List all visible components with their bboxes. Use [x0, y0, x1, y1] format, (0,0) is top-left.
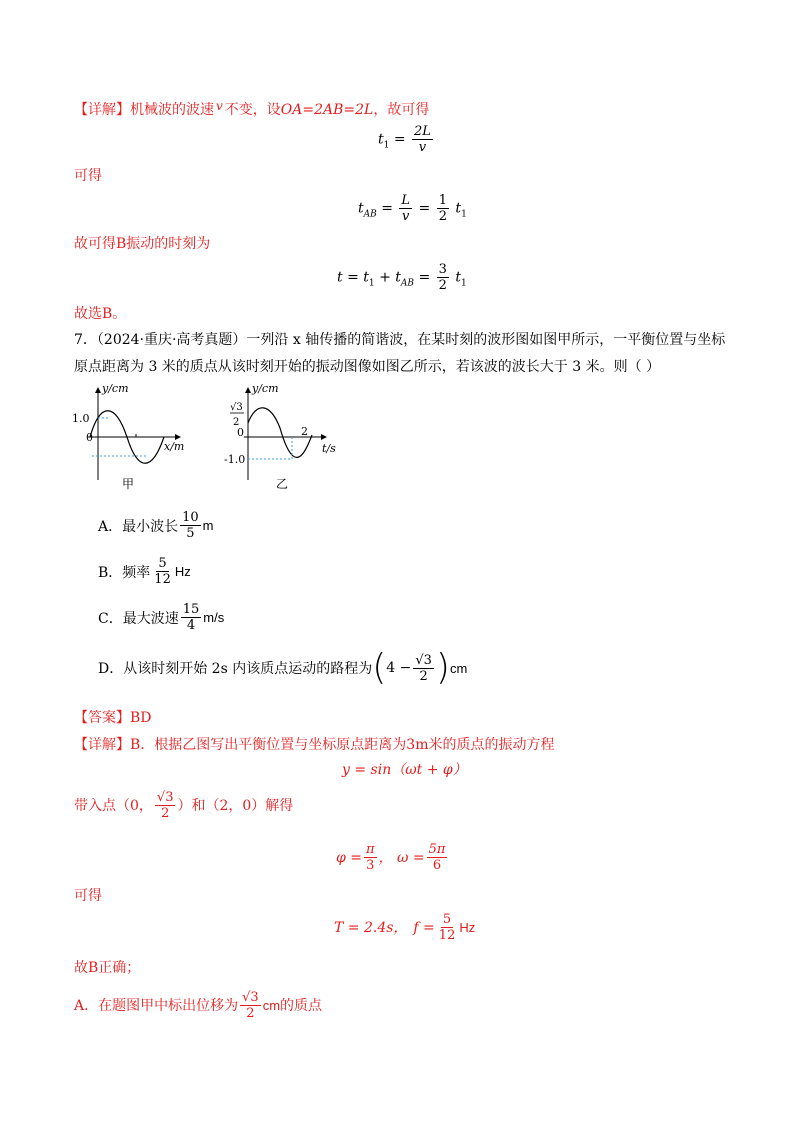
eq2-lhs: t	[358, 200, 364, 217]
eq3-frac	[437, 262, 449, 293]
eq2-tail: t	[455, 200, 462, 217]
option-a[interactable]	[98, 510, 214, 541]
jia-caption: 甲	[122, 477, 135, 490]
eq1-den: v	[418, 140, 427, 155]
eq2-eq1: =	[381, 200, 393, 217]
option-b-frac	[152, 556, 173, 587]
yi-tick-neg: -1.0	[224, 453, 246, 466]
a-pre: A．在题图甲中标出位移为	[74, 997, 239, 1014]
jia-xlabel: x/m	[164, 440, 185, 453]
question-7-line-1: 7．（2024·重庆·高考真题）一列沿 x 轴传播的简谐波，在某时刻的波形图如图甲所示，一平衡位置与坐标	[74, 332, 726, 348]
figure-yi	[222, 380, 372, 490]
equation-t1	[378, 124, 435, 155]
question-7-line-2: 原点距离为 3 米的质点从该时刻开始的振动图像如图乙所示，若该波的波长大于 3 米。则（ ）	[74, 359, 661, 375]
eq2-den2: 2	[438, 209, 447, 224]
detail-line-1	[74, 96, 429, 120]
eq1-num: 2L	[414, 124, 431, 139]
option-b-label: B．频率	[98, 564, 151, 581]
eq3-sub1: 1	[368, 278, 375, 289]
eq3-den: 2	[438, 278, 447, 293]
eq3-plus: + t	[374, 269, 401, 286]
yi-caption: 乙	[276, 477, 289, 490]
f-num: 5	[442, 912, 452, 927]
option-a-den: 5	[186, 526, 195, 541]
gu-b-line: 故B正确；	[74, 960, 141, 976]
yi-origin: 0	[237, 426, 244, 439]
option-c-unit: m/s	[203, 610, 225, 625]
answer-line: 【答案】BD	[74, 710, 152, 726]
option-b-unit: Hz	[174, 564, 191, 579]
kede-1: 可得	[74, 168, 102, 184]
phi-den: 3	[366, 858, 375, 873]
a-line	[74, 990, 322, 1021]
option-d[interactable]	[98, 648, 467, 688]
phi-lhs: φ =	[336, 849, 362, 866]
yi-xlabel: t/s	[322, 442, 336, 455]
yi-tick-den: 2	[233, 417, 240, 428]
option-c-label: C．最大波速	[98, 610, 179, 627]
option-c[interactable]	[98, 602, 224, 633]
gukede-line: 故可得B振动的时刻为	[74, 236, 211, 252]
sub-den: 2	[161, 806, 170, 821]
phi-omega-equation	[336, 842, 449, 873]
option-a-frac	[180, 510, 201, 541]
a-num: √3	[242, 990, 259, 1005]
option-a-label: A．最小波长	[98, 518, 179, 535]
option-d-pre: 4 −	[386, 660, 412, 676]
eq1-sub: 1	[383, 140, 390, 151]
sub-pre: 带入点（0，	[74, 797, 153, 814]
kede-2: 可得	[74, 888, 102, 904]
jia-ylabel: y/cm	[102, 382, 129, 395]
option-c-num: 15	[182, 602, 200, 617]
sub-frac	[155, 790, 176, 821]
substitute-line	[74, 790, 293, 821]
a-unit: cm	[262, 997, 281, 1013]
option-b-den: 12	[154, 572, 171, 587]
omega-num: 5π	[428, 842, 446, 857]
sub-num: √3	[156, 790, 174, 805]
omega-lhs: ， ω =	[378, 849, 425, 866]
omega-den: 6	[432, 858, 442, 873]
eq1-fraction	[412, 124, 433, 155]
option-d-num: √3	[415, 652, 432, 668]
v-symbol: v	[216, 99, 223, 113]
eq1-eq: =	[393, 131, 406, 148]
option-d-rparen: )	[435, 647, 450, 688]
eq2-den1: v	[402, 209, 410, 224]
omega-frac	[427, 842, 448, 873]
f-unit: Hz	[459, 919, 476, 935]
detail-tail: ，故可得	[373, 102, 430, 118]
eq3-num: 3	[438, 262, 447, 277]
guxuan-line: 故选B。	[74, 306, 127, 322]
option-d-unit: cm	[449, 660, 468, 676]
option-b-num: 5	[158, 556, 167, 571]
eq2-frac2	[437, 193, 449, 224]
figure-jia	[70, 380, 210, 490]
detail-middle: 不变，设	[224, 102, 281, 118]
a-post: 的质点	[280, 997, 323, 1014]
phi-num: π	[365, 842, 375, 857]
option-d-lparen: (	[372, 647, 387, 688]
eq2-eq2: =	[418, 200, 431, 217]
period-eq: T = 2.4s，	[334, 919, 408, 936]
eq2-tail-sub: 1	[461, 209, 467, 220]
equation-tab	[358, 193, 467, 224]
jia-tick-y: 1.0	[72, 412, 90, 425]
eq3-lhs: t = t	[337, 269, 369, 286]
yi-tick-x: 2	[301, 425, 308, 438]
option-b[interactable]	[98, 556, 191, 587]
oa-eq: OA=2AB=2L	[280, 102, 374, 118]
f-frac	[437, 912, 458, 943]
yi-tick-sqrt: √3	[230, 402, 243, 413]
option-d-frac	[413, 653, 434, 684]
eq2-num1: L	[401, 193, 411, 208]
option-c-den: 4	[186, 618, 196, 633]
eq3-sub2: AB	[400, 278, 415, 289]
eq2-num2: 1	[438, 193, 447, 208]
f-lhs: f =	[413, 919, 435, 936]
eq3-tail: t	[455, 269, 462, 286]
option-c-frac	[181, 602, 202, 633]
sub-post: ）和（2，0）解得	[177, 797, 294, 814]
period-frequency	[334, 912, 475, 943]
equation-t	[337, 262, 467, 293]
eq2-sub: AB	[363, 209, 377, 220]
detail-lead: 【详解】机械波的波速	[74, 102, 214, 118]
eq3-tail-sub: 1	[461, 278, 467, 289]
eq3-eq: =	[414, 269, 431, 286]
jia-origin: 0	[86, 431, 93, 444]
yi-ylabel: y/cm	[252, 382, 279, 395]
f-den: 12	[438, 928, 456, 943]
option-a-unit: m	[202, 518, 214, 533]
eq2-frac1	[399, 193, 412, 224]
a-den: 2	[246, 1006, 255, 1021]
eq1-lhs: t	[378, 131, 384, 148]
option-a-num: 10	[182, 510, 199, 525]
option-d-label: D．从该时刻开始 2s 内该质点运动的路程为	[98, 661, 373, 677]
option-d-den: 2	[419, 668, 428, 684]
a-frac	[240, 990, 261, 1021]
phi-frac	[364, 842, 377, 873]
vibration-equation: y = sin（ωt + φ）	[342, 762, 467, 778]
detail-2-line: 【详解】B．根据乙图写出平衡位置与坐标原点距离为3m米的质点的振动方程	[74, 737, 555, 753]
